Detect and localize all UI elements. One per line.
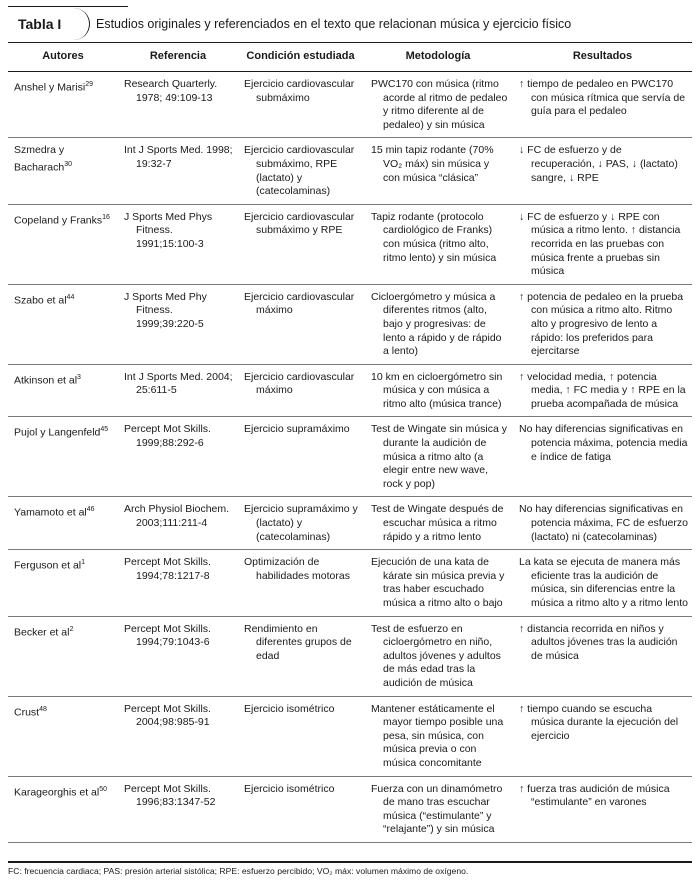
cell-methodology-text: Test de Wingate sin música y durante la audición de música a ritmo alto (a elegir entre new wave, rock y pop): [371, 423, 507, 490]
author-name: Yamamoto et al: [14, 506, 87, 519]
cell-author: [8, 204, 118, 284]
cell-results: [513, 138, 692, 204]
cell-methodology: [363, 616, 513, 696]
cell-reference: [118, 364, 238, 417]
cell-results-text: No hay diferencias significativas en potencia máxima, FC de esfuerzo (lactato) ni (catecolaminas): [519, 503, 688, 543]
cell-reference-text: Percept Mot Skills. 1994;78:1217-8: [124, 556, 211, 582]
cell-reference-text: Percept Mot Skills. 1996;83:1347-52: [124, 782, 216, 809]
table-row: [8, 364, 692, 417]
cell-reference-text: Percept Mot Skills. 2004;98:985-91: [124, 702, 211, 729]
citation-number: 44: [66, 293, 75, 301]
cell-methodology: [363, 550, 513, 616]
cell-condition-text: Ejercicio supramáximo y (lactato) y (catecolaminas): [244, 503, 358, 543]
cell-reference: [118, 204, 238, 284]
citation-number: 1: [81, 559, 86, 567]
cell-condition-text: Ejercicio cardiovascular submáximo, RPE (lactato) y (catecolaminas): [244, 144, 355, 198]
cell-reference-text: Percept Mot Skills. 1994;79:1043-6: [124, 622, 211, 649]
cell-reference-text: J Sports Med Phys Fitness. 1991;15:100-3: [124, 210, 213, 250]
header-rule: [8, 6, 128, 7]
citation-number: 30: [64, 160, 72, 168]
cell-methodology-text: 10 km en cicloergómetro sin música y con música a ritmo alto (música trance): [371, 370, 503, 410]
cell-condition: [238, 417, 363, 497]
table-row: [8, 776, 692, 842]
cell-condition: [238, 776, 363, 842]
citation-number: 46: [86, 506, 95, 514]
cell-condition: [238, 616, 363, 696]
cell-methodology-text: Ejecución de una kata de kárate sin música previa y tras haber escuchado música a ritmo alto o bajo: [371, 556, 505, 609]
table-row: [8, 284, 692, 364]
cell-reference: [118, 696, 238, 776]
table-container: [8, 42, 692, 843]
cell-reference-text: J Sports Med Phy Fitness. 1999;39:220-5: [124, 290, 207, 330]
header-row: [8, 43, 692, 72]
cell-condition: [238, 204, 363, 284]
cell-condition-text: Ejercicio isométrico: [244, 702, 335, 715]
cell-results-text: ↑ potencia de pedaleo en la prueba con música a ritmo alto. Ritmo alto y progresivo de lento a rápido: los preferidos para ejercitarse: [519, 290, 684, 358]
cell-results: [513, 364, 692, 417]
author-name: Becker et al: [14, 626, 70, 639]
cell-condition-text: Ejercicio supramáximo: [244, 423, 350, 436]
cell-methodology-text: Mantener estáticamente el mayor tiempo posible una pesa, sin música, con música previa o con música concomitante: [371, 702, 504, 769]
cell-condition-text: Ejercicio isométrico: [244, 782, 335, 795]
cell-methodology-text: 15 min tapiz rodante (70% VO₂ máx) sin música y con música “clásica”: [371, 144, 494, 184]
cell-reference-text: Int J Sports Med. 2004; 25:611-5: [124, 370, 233, 397]
cell-methodology-text: Test de Wingate después de escuchar música a ritmo rápido y a ritmo lento: [371, 503, 504, 543]
table-row: [8, 72, 692, 138]
cell-results: [513, 776, 692, 842]
cell-reference: [118, 284, 238, 364]
cell-reference: [118, 417, 238, 497]
cell-results: [513, 497, 692, 550]
table-row: [8, 497, 692, 550]
cell-results-text: ↓ FC de esfuerzo y de recuperación, ↓ PAS, ↓ (lactato) sangre, ↓ RPE: [519, 144, 678, 184]
cell-condition: [238, 550, 363, 616]
author-name: Ferguson et al: [14, 559, 82, 572]
col-header-results: Resultados: [513, 43, 692, 72]
cell-results-text: ↓ FC de esfuerzo y ↓ RPE con música a ritmo lento. ↑ distancia recorrida en las pruebas con música frente a pruebas sin música: [519, 210, 681, 278]
author-name: Copeland y Franks: [14, 214, 103, 227]
citation-number: 45: [100, 426, 109, 434]
cell-results-text: ↑ distancia recorrida en niños y adultos jóvenes tras la audición de música: [519, 622, 678, 662]
cell-methodology: [363, 497, 513, 550]
table-label: Tabla I: [8, 8, 90, 40]
col-header-authors: Autores: [8, 43, 118, 72]
citation-number: 16: [102, 213, 110, 221]
cell-author: [8, 696, 118, 776]
cell-reference: [118, 72, 238, 138]
cell-condition-text: Ejercicio cardiovascular submáximo: [244, 78, 355, 104]
cell-results-text: ↑ fuerza tras audición de música “estimulante” en varones: [519, 782, 670, 809]
cell-condition-text: Ejercicio cardiovascular submáximo y RPE: [244, 210, 355, 237]
cell-author: [8, 138, 118, 204]
author-name: Karageorghis et al: [14, 786, 100, 799]
author-name: Szabo et al: [14, 294, 67, 307]
table-row: [8, 616, 692, 696]
cell-reference-text: Research Quarterly. 1978; 49:109-13: [124, 78, 218, 104]
cell-results: [513, 204, 692, 284]
cell-author: [8, 616, 118, 696]
cell-methodology-text: Tapiz rodante (protocolo cardiológico de Franks) con música (ritmo alto, ritmo lento) y sin música: [371, 210, 497, 264]
col-header-reference: Referencia: [118, 43, 238, 72]
cell-methodology-text: Cicloergómetro y música a diferentes ritmos (alto, bajo y progresivas: de lento a rápido y de rápido a lento): [371, 290, 502, 358]
table-row: [8, 550, 692, 616]
cell-methodology-text: PWC170 con música (ritmo acorde al ritmo de pedaleo y ritmo diferente al de pedaleo) y sin música: [371, 78, 508, 131]
cell-methodology-text: Fuerza con un dinamómetro de mano tras escuchar música (“estimulante” y “relajante”) y sin música: [371, 782, 503, 836]
citation-number: 48: [39, 705, 47, 713]
cell-author: [8, 417, 118, 497]
author-name: Anshel y Marisi: [14, 81, 86, 94]
cell-methodology-text: Test de esfuerzo en cicloergómetro en niño, adultos jóvenes y adultos de más edad tras la audición de música: [371, 622, 501, 689]
citation-number: 2: [69, 625, 74, 633]
cell-results: [513, 284, 692, 364]
table-row: [8, 204, 692, 284]
cell-results: [513, 696, 692, 776]
cell-results-text: ↑ tiempo de pedaleo en PWC170 con música rítmica que servía de guía para el pedaleo: [519, 78, 686, 118]
cell-condition: [238, 138, 363, 204]
cell-methodology: [363, 776, 513, 842]
studies-table: [8, 42, 692, 843]
cell-author: [8, 776, 118, 842]
cell-results: [513, 616, 692, 696]
cell-results: [513, 72, 692, 138]
cell-methodology: [363, 417, 513, 497]
cell-author: [8, 364, 118, 417]
cell-condition-text: Ejercicio cardiovascular máximo: [244, 370, 355, 397]
cell-condition: [238, 364, 363, 417]
author-name: Szmedra y Bacharach: [14, 144, 65, 174]
citation-number: 29: [85, 81, 93, 88]
table-title: Estudios originales y referenciados en el texto que relacionan música y ejercicio físico: [96, 17, 572, 31]
author-name: Atkinson et al: [14, 374, 78, 387]
cell-results-text: La kata se ejecuta de manera más eficiente tras la audición de música, sin diferencias entre la música a ritmo alto y a ritmo lento: [519, 556, 688, 609]
cell-condition: [238, 696, 363, 776]
cell-methodology: [363, 364, 513, 417]
author-name: Crust: [14, 706, 40, 719]
cell-methodology: [363, 138, 513, 204]
citation-number: 50: [99, 785, 108, 793]
cell-author: [8, 284, 118, 364]
cell-results: [513, 417, 692, 497]
cell-methodology: [363, 696, 513, 776]
footnote: FC: frecuencia cardiaca; PAS: presión arterial sistólica; RPE: esfuerzo percibido; VO₂ máx: volumen máximo de oxígeno.: [8, 866, 469, 876]
col-header-methodology: Metodología: [363, 43, 513, 72]
cell-results-text: No hay diferencias significativas en potencia máxima, potencia media e índice de fatiga: [519, 423, 688, 463]
cell-results: [513, 550, 692, 616]
cell-reference: [118, 616, 238, 696]
cell-results-text: ↑ tiempo cuando se escucha música durante la ejecución del ejercicio: [519, 702, 679, 742]
cell-condition: [238, 284, 363, 364]
cell-reference: [118, 776, 238, 842]
cell-reference: [118, 550, 238, 616]
cell-results-text: ↑ velocidad media, ↑ potencia media, ↑ FC media y ↑ RPE en la prueba acompañada de música: [519, 370, 686, 410]
table-body: [8, 72, 692, 843]
cell-reference: [118, 138, 238, 204]
cell-condition: [238, 497, 363, 550]
cell-reference-text: Percept Mot Skills. 1999;88:292-6: [124, 423, 211, 450]
table-row: [8, 138, 692, 204]
col-header-condition: Condición estudiada: [238, 43, 363, 72]
cell-reference-text: Arch Physiol Biochem. 2003;111:211-4: [124, 503, 230, 530]
author-name: Pujol y Langenfeld: [14, 426, 101, 439]
cell-methodology: [363, 204, 513, 284]
cell-author: [8, 550, 118, 616]
cell-reference: [118, 497, 238, 550]
cell-condition-text: Rendimiento en diferentes grupos de edad: [244, 622, 352, 662]
cell-condition-text: Ejercicio cardiovascular máximo: [244, 290, 355, 317]
cell-condition-text: Optimización de habilidades motoras: [244, 556, 350, 582]
cell-methodology: [363, 72, 513, 138]
table-bottom-rule: [8, 861, 692, 863]
cell-author: [8, 72, 118, 138]
cell-reference-text: Int J Sports Med. 1998; 19:32-7: [124, 144, 233, 170]
table-row: [8, 417, 692, 497]
cell-condition: [238, 72, 363, 138]
citation-number: 3: [77, 373, 81, 381]
cell-author: [8, 497, 118, 550]
cell-methodology: [363, 284, 513, 364]
table-row: [8, 696, 692, 776]
